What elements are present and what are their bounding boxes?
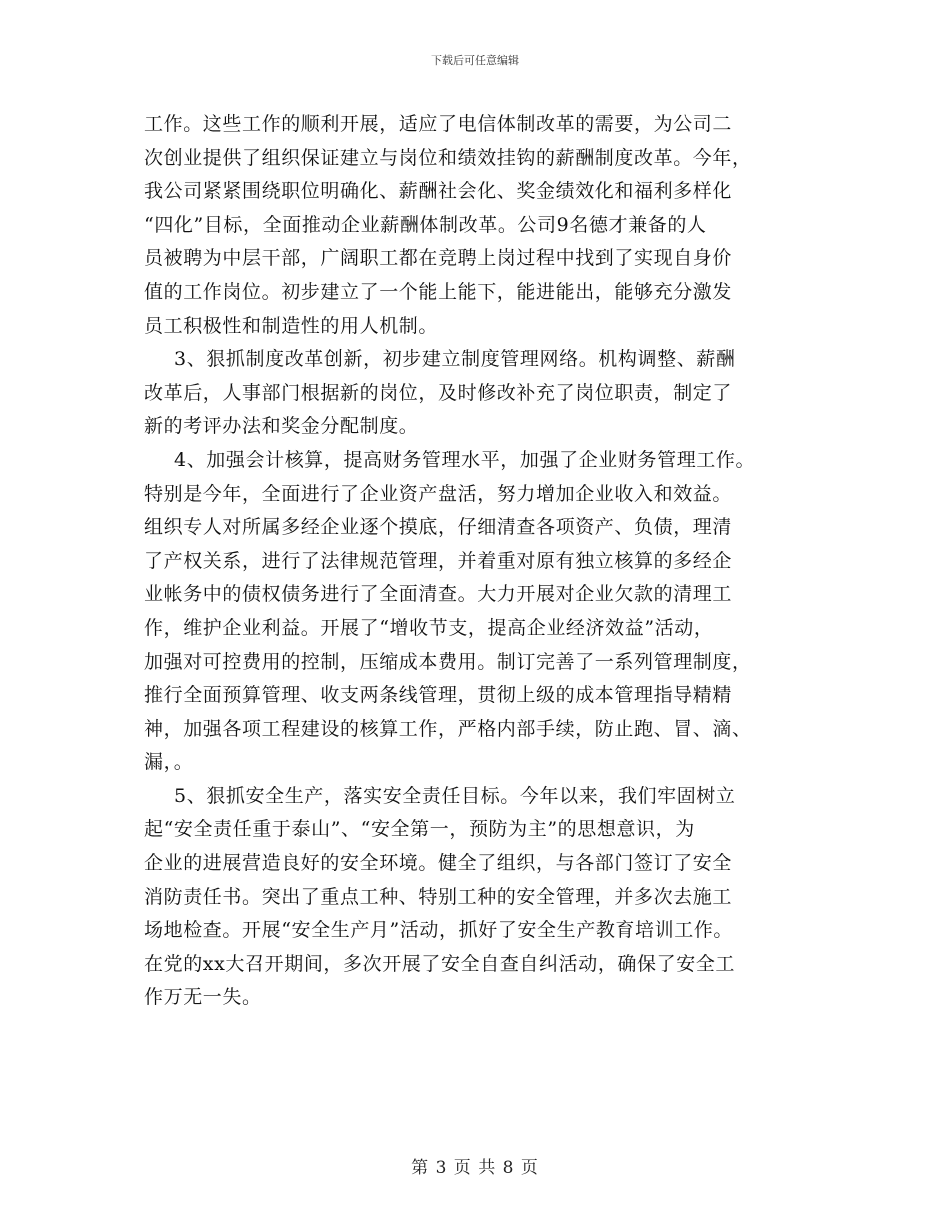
text-line: 作万无一失。: [144, 986, 262, 1009]
text-line: 员工积极性和制造性的用人机制。: [144, 314, 439, 337]
text-line: 神，加强各项工程建设的核算工作，严格内部手续，防止跑、冒、滴、: [144, 717, 752, 740]
text-line: 作，维护企业利益。开展了“增收节支，提高企业经济效益”活动，: [144, 616, 714, 639]
page-number: 第 3 页 共 8 页: [411, 1158, 539, 1178]
text-line: “四化”目标，全面推动企业薪酬体制改革。公司9名德才兼备的人: [144, 213, 707, 236]
text-line: 场地检查。开展“安全生产月”活动，抓好了安全生产教育培训工作。: [144, 919, 734, 942]
text-line: 我公司紧紧围绕职位明确化、薪酬社会化、奖金绩效化和福利多样化: [144, 180, 733, 203]
text-line: 组织专人对所属多经企业逐个摸底，仔细清查各项资产、负债，理清: [144, 516, 733, 539]
text-line: 工作。这些工作的顺利开展，适应了电信体制改革的需要，为公司二: [144, 113, 733, 135]
text-line: 改革后，人事部门根据新的岗位，及时修改补充了岗位职责，制定了: [144, 381, 733, 404]
text-line: 企业的进展营造良好的安全环境。健全了组织，与各部门签订了安全: [144, 852, 733, 875]
text-line: 推行全面预算管理、收支两条线管理，贯彻上级的成本管理指导精精: [144, 684, 733, 707]
text-line: 了产权关系，进行了法律规范管理，并着重对原有独立核算的多经企: [144, 549, 733, 572]
page-header: 下载后可任意编辑: [431, 54, 519, 67]
text-line: 消防责任书。突出了重点工种、特别工种的安全管理，并多次去施工: [144, 885, 733, 908]
text-line: 在党的xx大召开期间，多次开展了安全自查自纠活动，确保了安全工: [144, 952, 736, 975]
text-line: 业帐务中的债权债务进行了全面清查。大力开展对企业欠款的清理工: [144, 583, 733, 606]
text-line: 新的考评办法和奖金分配制度。: [144, 415, 419, 438]
text-line: 起“安全责任重于泰山”、“安全第一，预防为主”的思想意识，为: [144, 818, 695, 841]
text-line: 漏，。: [144, 751, 194, 774]
paragraph-start-line: 4、加强会计核算，提高财务管理水平，加强了企业财务管理工作。: [174, 448, 756, 471]
text-line: 值的工作岗位。初步建立了一个能上能下，能进能出，能够充分激发: [144, 280, 733, 303]
text-line: 次创业提供了组织保证建立与岗位和绩效挂钩的薪酬制度改革。今年，: [144, 146, 752, 169]
text-line: 员被聘为中层干部，广阔职工都在竞聘上岗过程中找到了实现自身价: [144, 247, 733, 270]
paragraph-start-line: 3、狠抓制度改革创新，初步建立制度管理网络。机构调整、薪酬: [174, 348, 736, 371]
text-line: 特别是今年，全面进行了企业资产盘活，努力增加企业收入和效益。: [144, 482, 733, 505]
paragraph-start-line: 5、狠抓安全生产，落实安全责任目标。今年以来，我们牢固树立: [174, 784, 736, 807]
text-line: 加强对可控费用的控制，压缩成本费用。制订完善了一系列管理制度，: [144, 650, 752, 673]
document-body: [144, 108, 824, 1015]
